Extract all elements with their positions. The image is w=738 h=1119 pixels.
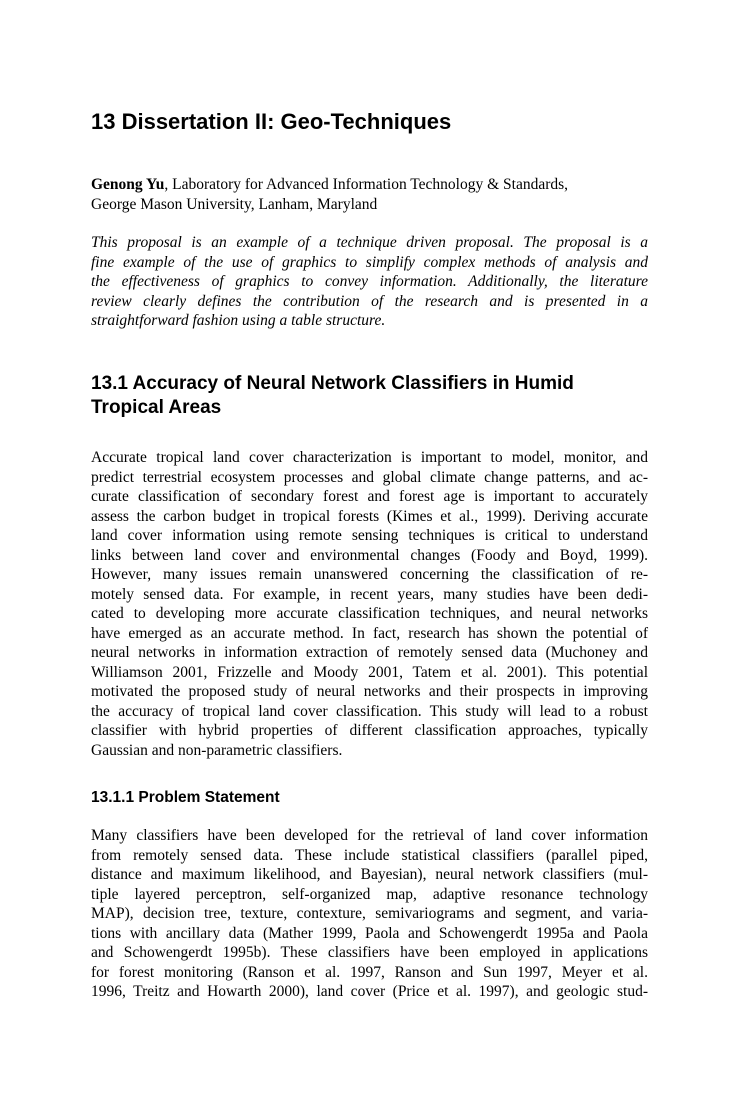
paragraph-line: the accuracy of tropical land cover classification. This study will lead to a robust (91, 702, 648, 720)
author-affiliation-line-2: George Mason University, Lanham, Maryland (91, 195, 378, 213)
author-name: Genong Yu (91, 176, 165, 193)
abstract-line: straightforward fashion using a table structure. (91, 312, 386, 329)
paragraph-line: curate classification of secondary forest and forest age is important to accurately (91, 488, 648, 505)
paragraph-line: and Schowengerdt 1995b). These classifiers have been employed in applications (91, 944, 648, 961)
subsection-title: 13.1.1 Problem Statement (91, 789, 280, 806)
paragraph-line: have emerged as an accurate method. In fact, research has shown the potential of (91, 624, 648, 642)
section-title-line-1: 13.1 Accuracy of Neural Network Classifiers in Humid (91, 373, 574, 394)
paragraph-line: from remotely sensed data. These include statistical classifiers (parallel piped, (91, 846, 648, 864)
paragraph-line: 1996, Treitz and Howarth 2000), land cover (Price et al. 1997), and geologic stud- (91, 983, 648, 1000)
paragraph-line: predict terrestrial ecosystem processes and global climate change patterns, and ac- (91, 468, 648, 486)
abstract-line: fine example of the use of graphics to simplify complex methods of analysis and (91, 253, 648, 271)
paragraph-line: land cover information using remote sensing techniques is critical to understand (91, 527, 648, 544)
paragraph-line: cated to developing more accurate classification techniques, and neural networks (91, 605, 648, 622)
paragraph-line: links between land cover and environmental changes (Foody and Boyd, 1999). (91, 546, 648, 564)
author-line-1 (91, 175, 648, 195)
paragraph-line: Gaussian and non-parametric classifiers. (91, 741, 343, 759)
paragraph-line: Williamson 2001, Frizzelle and Moody 2001, Tatem et al. 2001). This potential (91, 663, 648, 681)
paragraph-line: motely sensed data. For example, in recent years, many studies have been dedi- (91, 585, 648, 603)
paragraph-line: Many classifiers have been developed for the retrieval of land cover information (91, 827, 648, 844)
author-affiliation-line-1: , Laboratory for Advanced Information Technology & Standards, (164, 176, 569, 193)
abstract-line: review clearly defines the contribution of the research and is presented in a (91, 292, 648, 310)
paragraph-line: Accurate tropical land cover characterization is important to model, monitor, and (91, 449, 648, 466)
paragraph-line: motivated the proposed study of neural networks and their prospects in improving (91, 683, 648, 700)
paragraph-line: tiple layered perceptron, self-organized map, adaptive resonance technology (91, 885, 648, 903)
paragraph-problem-statement (91, 826, 648, 1002)
paragraph-line: assess the carbon budget in tropical forests (Kimes et al., 1999). Deriving accurate (91, 507, 648, 525)
paragraph-line: MAP), decision tree, texture, contexture, semivariograms and segment, and varia- (91, 905, 648, 922)
abstract (91, 233, 648, 331)
paragraph-line: classifier with hybrid properties of different classification approaches, typically (91, 722, 648, 739)
paragraph-line: neural networks in information extraction of remotely sensed data (Muchoney and (91, 644, 648, 661)
paragraph-line: for forest monitoring (Ranson et al. 1997, Ranson and Sun 1997, Meyer et al. (91, 963, 648, 981)
abstract-line: This proposal is an example of a technique driven proposal. The proposal is a (91, 234, 648, 251)
chapter-title: 13 Dissertation II: Geo-Techniques (91, 109, 452, 134)
section-title-line-2: Tropical Areas (91, 397, 222, 418)
paragraph-introduction (91, 448, 648, 760)
paragraph-line: However, many issues remain unanswered concerning the classification of re- (91, 566, 648, 583)
author-block (91, 175, 648, 214)
paragraph-line: tions with ancillary data (Mather 1999, Paola and Schowengerdt 1995a and Paola (91, 924, 648, 942)
paragraph-line: distance and maximum likelihood, and Bayesian), neural network classifiers (mul- (91, 866, 648, 883)
section-title (91, 372, 648, 420)
abstract-line: the effectiveness of graphics to convey information. Additionally, the literature (91, 273, 648, 290)
